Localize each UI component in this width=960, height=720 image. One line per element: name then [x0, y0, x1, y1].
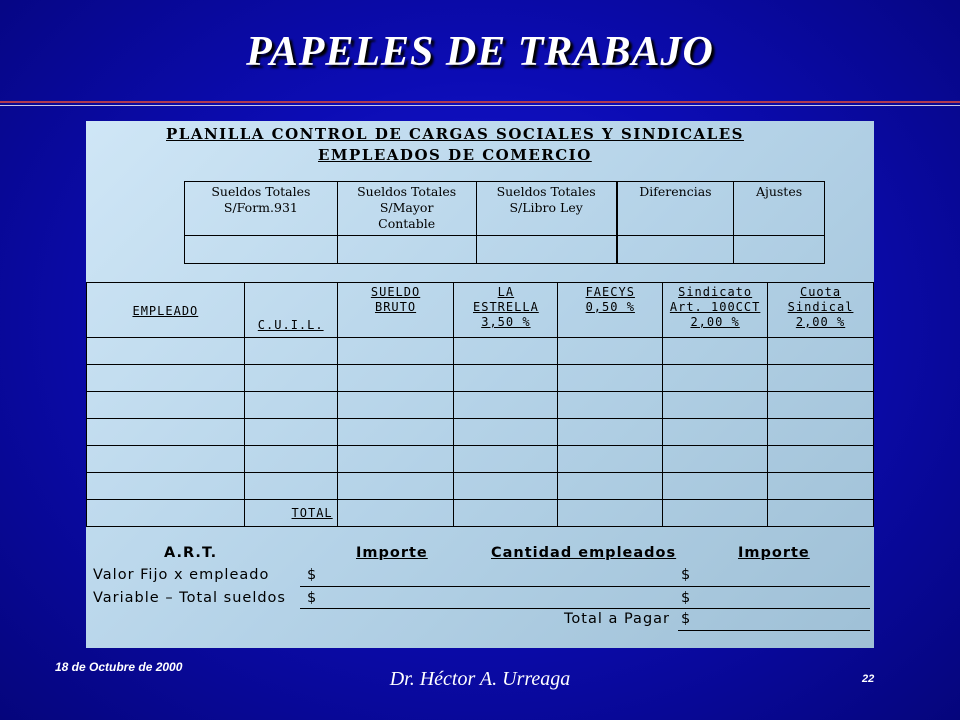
- summary-cell[interactable]: [476, 236, 617, 264]
- art-total-label: Total a Pagar: [564, 611, 670, 627]
- total-row-blank: [87, 500, 245, 527]
- table-cell[interactable]: [768, 365, 874, 392]
- table-cell[interactable]: [87, 446, 245, 473]
- table-cell[interactable]: [454, 446, 558, 473]
- summary-table: [184, 181, 825, 264]
- slide-title: PAPELES DE TRABAJO: [246, 29, 714, 75]
- summary-col-ajustes: Ajustes: [734, 182, 825, 236]
- table-cell[interactable]: [768, 338, 874, 365]
- table-cell[interactable]: [768, 392, 874, 419]
- table-cell[interactable]: [337, 419, 454, 446]
- employee-table: [86, 282, 874, 527]
- table-cell[interactable]: [87, 392, 245, 419]
- table-cell[interactable]: [663, 392, 768, 419]
- table-row: [87, 419, 874, 446]
- table-cell[interactable]: [454, 392, 558, 419]
- page-number: 22: [862, 673, 875, 685]
- art-row-fijo-currency-2: $: [681, 567, 692, 583]
- form-heading-2: EMPLEADOS DE COMERCIO: [318, 146, 592, 164]
- title-divider-thin: [0, 105, 960, 106]
- art-col-importe-2: Importe: [738, 545, 810, 561]
- footer-author: Dr. Héctor A. Urreaga: [389, 668, 571, 690]
- title-divider: [0, 101, 960, 103]
- table-cell[interactable]: [244, 473, 337, 500]
- art-row-fijo-line[interactable]: [300, 586, 870, 587]
- table-cell[interactable]: [663, 419, 768, 446]
- table-cell[interactable]: [663, 446, 768, 473]
- col-faecys: FAECYS 0,50 %: [558, 283, 663, 338]
- total-cell[interactable]: [454, 500, 558, 527]
- col-cuil: C.U.I.L.: [244, 283, 337, 338]
- table-cell[interactable]: [244, 338, 337, 365]
- summary-header-row: [185, 182, 825, 236]
- summary-cell[interactable]: [185, 236, 338, 264]
- table-row: [87, 338, 874, 365]
- art-row-fijo-currency-1: $: [307, 567, 318, 583]
- table-cell[interactable]: [244, 446, 337, 473]
- total-cell[interactable]: [663, 500, 768, 527]
- table-cell[interactable]: [337, 392, 454, 419]
- table-cell[interactable]: [337, 365, 454, 392]
- art-row-variable-currency-2: $: [681, 590, 692, 606]
- col-la-estrella: LA ESTRELLA 3,50 %: [454, 283, 558, 338]
- table-cell[interactable]: [663, 473, 768, 500]
- employee-header-row: [87, 283, 874, 338]
- table-cell[interactable]: [87, 419, 245, 446]
- table-cell[interactable]: [244, 365, 337, 392]
- art-row-variable-currency-1: $: [307, 590, 318, 606]
- art-row-variable-label: Variable – Total sueldos: [93, 590, 286, 606]
- col-cuota-sindical: Cuota Sindical 2,00 %: [768, 283, 874, 338]
- table-row: [87, 473, 874, 500]
- table-cell[interactable]: [558, 446, 663, 473]
- table-row: [87, 446, 874, 473]
- table-cell[interactable]: [454, 419, 558, 446]
- col-sueldo-bruto: SUELDO BRUTO: [337, 283, 454, 338]
- table-cell[interactable]: [454, 473, 558, 500]
- table-cell[interactable]: [558, 473, 663, 500]
- total-cell[interactable]: [558, 500, 663, 527]
- table-cell[interactable]: [558, 419, 663, 446]
- table-cell[interactable]: [454, 338, 558, 365]
- table-cell[interactable]: [87, 365, 245, 392]
- art-section: [86, 541, 874, 648]
- total-cell[interactable]: [337, 500, 454, 527]
- footer-date: 18 de Octubre de 2000: [55, 660, 183, 674]
- table-cell[interactable]: [768, 473, 874, 500]
- table-cell[interactable]: [768, 446, 874, 473]
- total-label: TOTAL: [244, 500, 337, 527]
- col-sindicato: Sindicato Art. 100CCT 2,00 %: [663, 283, 768, 338]
- total-row: [87, 500, 874, 527]
- table-cell[interactable]: [337, 473, 454, 500]
- total-cell[interactable]: [768, 500, 874, 527]
- table-row: [87, 392, 874, 419]
- table-cell[interactable]: [663, 338, 768, 365]
- summary-value-row: [185, 236, 825, 264]
- art-total-currency: $: [681, 611, 692, 627]
- table-cell[interactable]: [244, 419, 337, 446]
- table-cell[interactable]: [87, 338, 245, 365]
- art-total-line[interactable]: [678, 630, 870, 631]
- art-row-fijo-label: Valor Fijo x empleado: [93, 567, 270, 583]
- summary-cell[interactable]: [734, 236, 825, 264]
- table-row: [87, 365, 874, 392]
- table-cell[interactable]: [558, 392, 663, 419]
- art-row-variable-line[interactable]: [300, 608, 870, 609]
- table-cell[interactable]: [337, 338, 454, 365]
- table-cell[interactable]: [663, 365, 768, 392]
- table-cell[interactable]: [337, 446, 454, 473]
- col-empleado: EMPLEADO: [87, 283, 245, 338]
- summary-col-libro-ley: Sueldos Totales S/Libro Ley: [476, 182, 617, 236]
- table-cell[interactable]: [768, 419, 874, 446]
- table-cell[interactable]: [87, 473, 245, 500]
- summary-col-form931: Sueldos Totales S/Form.931: [185, 182, 338, 236]
- summary-cell[interactable]: [337, 236, 476, 264]
- summary-cell[interactable]: [617, 236, 734, 264]
- table-cell[interactable]: [558, 338, 663, 365]
- summary-col-diferencias: Diferencias: [617, 182, 734, 236]
- art-label: A.R.T.: [164, 545, 218, 561]
- table-cell[interactable]: [558, 365, 663, 392]
- table-cell[interactable]: [244, 392, 337, 419]
- worksheet-panel: [86, 121, 874, 648]
- table-cell[interactable]: [454, 365, 558, 392]
- art-col-importe-1: Importe: [356, 545, 428, 561]
- form-heading-1: PLANILLA CONTROL DE CARGAS SOCIALES Y SINDICALES: [166, 125, 744, 143]
- art-col-cantidad: Cantidad empleados: [491, 545, 677, 561]
- summary-col-mayor: Sueldos Totales S/Mayor Contable: [337, 182, 476, 236]
